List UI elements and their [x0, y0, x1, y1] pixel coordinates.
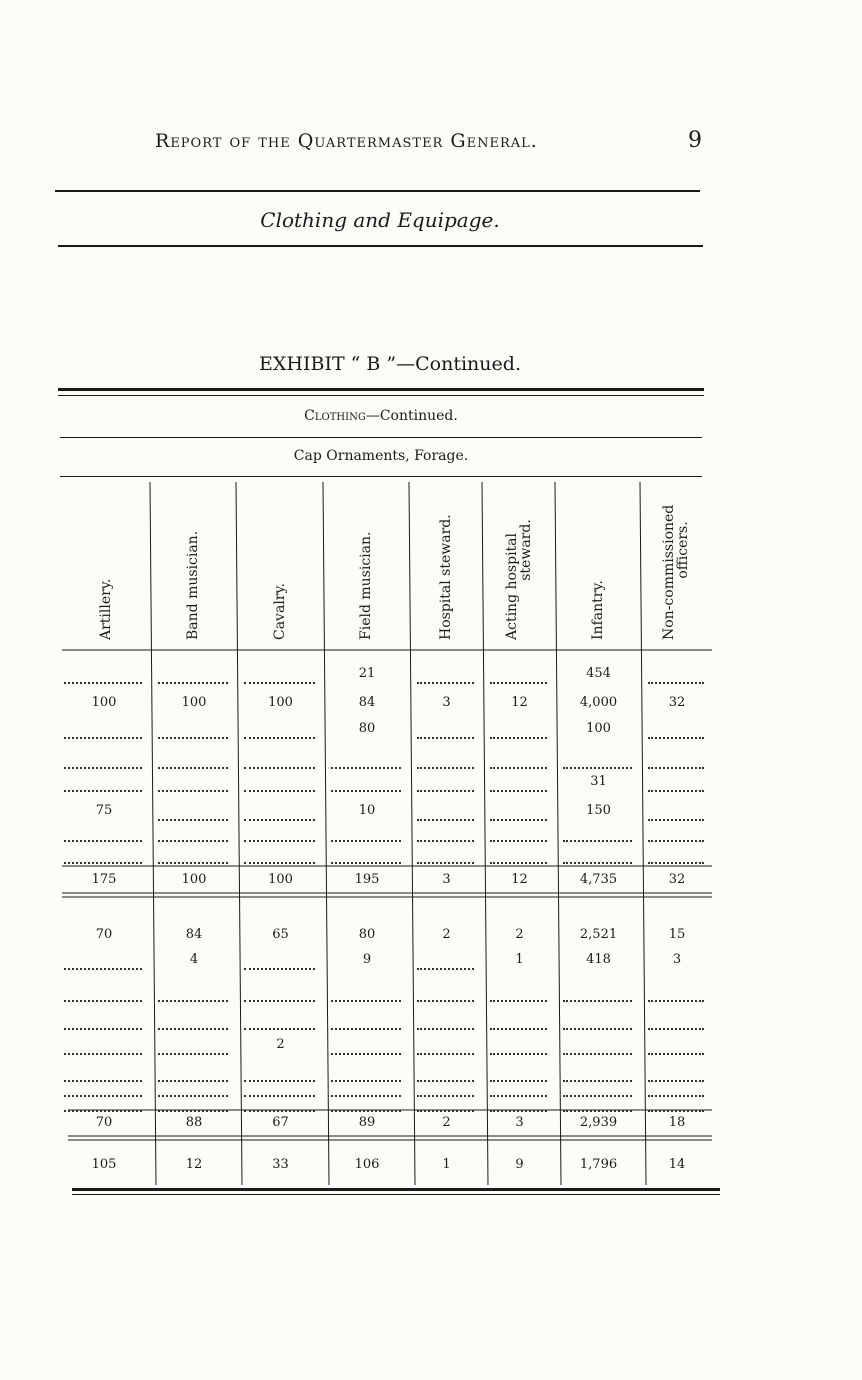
subhead-clothing-suffix: —Continued.	[365, 408, 458, 424]
total-cell: 3	[442, 872, 451, 887]
leader-dots	[158, 737, 228, 739]
leader-dots	[563, 1053, 632, 1055]
table-cell: 2,521	[579, 927, 618, 942]
leader-dots	[64, 790, 142, 792]
total-cell: 4,735	[579, 872, 618, 887]
running-head-rest: eneral.	[466, 130, 538, 152]
leader-dots	[490, 790, 547, 792]
leader-dots	[331, 1095, 401, 1097]
leader-dots	[331, 790, 401, 792]
leader-dots	[64, 737, 142, 739]
leader-dots	[648, 1110, 704, 1112]
leader-dots	[490, 737, 547, 739]
leader-dots	[244, 1028, 315, 1030]
running-head-rest: uartermaster	[314, 130, 444, 152]
leader-dots	[244, 767, 315, 769]
leader-dots	[490, 862, 547, 864]
total-cell: 175	[91, 872, 117, 887]
table-cell: 100	[91, 695, 117, 710]
leader-dots	[648, 767, 704, 769]
running-head-initial: Q	[297, 130, 315, 152]
leader-dots	[490, 1028, 547, 1030]
leader-dots	[64, 1028, 142, 1030]
leader-dots	[648, 819, 704, 821]
leader-dots	[563, 1000, 632, 1002]
column-heading	[438, 460, 454, 640]
table-cell: 80	[358, 927, 376, 942]
table-cell: 75	[95, 803, 113, 818]
running-head-rest: the	[258, 130, 291, 152]
leader-dots	[490, 1095, 547, 1097]
running-head-rest: of	[229, 130, 252, 152]
total-cell: 70	[95, 1115, 113, 1130]
table-cell: 21	[358, 666, 376, 681]
balance-cell: 12	[185, 1157, 203, 1172]
table-cell: 454	[586, 666, 611, 681]
balance-cell: 1,796	[579, 1157, 618, 1172]
column-heading-line: Cavalry.	[271, 583, 288, 640]
column-heading-line: Non-commissioned	[661, 504, 677, 640]
leader-dots	[64, 767, 142, 769]
leader-dots	[490, 767, 547, 769]
total-cell: 12	[511, 872, 528, 887]
leader-dots	[648, 1053, 704, 1055]
leader-dots	[648, 737, 704, 739]
table-cell: 10	[358, 803, 376, 818]
leader-dots	[331, 767, 401, 769]
column-separator	[236, 482, 242, 1185]
leader-dots	[417, 1053, 474, 1055]
table-cell: 9	[362, 952, 372, 967]
leader-dots	[563, 1110, 632, 1112]
leader-dots	[64, 968, 142, 970]
column-heading	[272, 460, 288, 640]
column-heading-line: Band musician.	[185, 530, 201, 640]
leader-dots	[331, 840, 401, 842]
column-separator	[555, 482, 561, 1185]
leader-dots	[563, 1080, 632, 1082]
table-cell: 32	[668, 695, 686, 710]
total-cell: 67	[272, 1115, 289, 1130]
leader-dots	[64, 682, 142, 684]
leader-dots	[244, 840, 315, 842]
leader-dots	[417, 1110, 474, 1112]
column-heading	[590, 460, 606, 640]
leader-dots	[244, 1000, 315, 1002]
table-cell: 12	[511, 695, 528, 710]
column-heading	[98, 460, 114, 640]
subhead-cap-ornaments: Cap Ornaments, Forage.	[293, 448, 469, 464]
leader-dots	[331, 1000, 401, 1002]
leader-dots	[244, 968, 315, 970]
section-title: Clothing and Equipage.	[260, 208, 500, 232]
leader-dots	[158, 1095, 228, 1097]
total-cell: 195	[354, 872, 380, 887]
balance-cell: 1	[442, 1157, 451, 1172]
leader-dots	[563, 840, 632, 842]
leader-dots	[417, 790, 474, 792]
table-cell: 80	[358, 721, 376, 736]
leader-dots	[64, 1053, 142, 1055]
table-cell: 84	[358, 695, 376, 710]
leader-dots	[158, 819, 228, 821]
leader-dots	[417, 767, 474, 769]
leader-dots	[244, 1110, 315, 1112]
leader-dots	[417, 682, 474, 684]
leader-dots	[417, 1080, 474, 1082]
leader-dots	[158, 1000, 228, 1002]
leader-dots	[417, 1000, 474, 1002]
table-bottom-rule-thin	[72, 1194, 720, 1195]
column-heading-line: Field musician.	[358, 531, 374, 640]
column-separator	[640, 482, 646, 1185]
total-cell: 100	[268, 872, 293, 887]
column-separator	[323, 482, 329, 1185]
leader-dots	[64, 1095, 142, 1097]
leader-dots	[158, 1110, 228, 1112]
column-heading	[358, 460, 374, 640]
leader-dots	[331, 862, 401, 864]
balance-cell: 106	[354, 1157, 380, 1172]
leader-dots	[64, 1110, 142, 1112]
column-heading-line: Artillery.	[98, 578, 114, 640]
leader-dots	[158, 790, 228, 792]
running-head-initial: R	[155, 130, 171, 152]
leader-dots	[648, 1028, 704, 1030]
table-cell: 100	[586, 721, 611, 736]
leader-dots	[331, 1028, 401, 1030]
leader-dots	[244, 682, 315, 684]
leader-dots	[417, 1028, 474, 1030]
leader-dots	[331, 1080, 401, 1082]
leader-dots	[417, 1095, 474, 1097]
balance-cell: 105	[91, 1157, 117, 1172]
leader-dots	[417, 819, 474, 821]
leader-dots	[490, 682, 547, 684]
leader-dots	[417, 968, 474, 970]
total-cell: 2,939	[579, 1115, 618, 1130]
leader-dots	[331, 1110, 401, 1112]
leader-dots	[648, 840, 704, 842]
balance-cell: 9	[515, 1157, 524, 1172]
table-cell: 3	[672, 952, 682, 967]
table-cell: 15	[668, 927, 686, 942]
leader-dots	[244, 1080, 315, 1082]
column-heading	[185, 460, 201, 640]
table-cell: 65	[272, 927, 289, 942]
exhibit-title: EXHIBIT “ B ”—Continued.	[259, 353, 521, 375]
leader-dots	[648, 1080, 704, 1082]
leader-dots	[158, 682, 228, 684]
leader-dots	[648, 1095, 704, 1097]
leader-dots	[158, 1053, 228, 1055]
leader-dots	[648, 682, 704, 684]
column-heading	[504, 460, 534, 640]
leader-dots	[244, 862, 315, 864]
column-separator	[409, 482, 415, 1185]
column-heading-line: Acting hospital	[503, 532, 520, 640]
total-cell: 32	[668, 872, 686, 887]
leader-dots	[648, 790, 704, 792]
leader-dots	[158, 1028, 228, 1030]
running-head-initial: G	[450, 130, 467, 152]
leader-dots	[648, 1000, 704, 1002]
table-cell: 100	[181, 695, 207, 710]
total-cell: 2	[442, 1115, 451, 1130]
leader-dots	[490, 1110, 547, 1112]
leader-dots	[64, 840, 142, 842]
leader-dots	[563, 1028, 632, 1030]
table-cell: 3	[442, 695, 451, 710]
leader-dots	[64, 1080, 142, 1082]
leader-dots	[158, 1080, 228, 1082]
leader-dots	[64, 1000, 142, 1002]
leader-dots	[244, 790, 315, 792]
table-cell: 150	[586, 803, 611, 818]
table-cell: 418	[586, 952, 611, 967]
total-cell: 3	[515, 1115, 524, 1130]
balance-cell: 33	[272, 1157, 289, 1172]
leader-dots	[158, 862, 228, 864]
column-heading	[661, 460, 691, 640]
leader-dots	[244, 737, 315, 739]
table-cell: 100	[268, 695, 293, 710]
leader-dots	[490, 840, 547, 842]
leader-dots	[158, 767, 228, 769]
leader-dots	[244, 1095, 315, 1097]
total-cell: 89	[358, 1115, 376, 1130]
column-heading-line: steward.	[517, 519, 534, 581]
page-number: 9	[688, 128, 702, 153]
leader-dots	[490, 1080, 547, 1082]
table-cell: 2	[442, 927, 451, 942]
table-cell: 1	[515, 952, 524, 967]
column-separator	[482, 482, 488, 1185]
leader-dots	[417, 840, 474, 842]
table-cell: 70	[95, 927, 113, 942]
leader-dots	[490, 1000, 547, 1002]
total-cell: 100	[181, 872, 207, 887]
leader-dots	[563, 862, 632, 864]
leader-dots	[490, 1053, 547, 1055]
total-cell: 88	[185, 1115, 203, 1130]
leader-dots	[490, 819, 547, 821]
leader-dots	[64, 862, 142, 864]
column-heading-line: officers.	[675, 521, 691, 579]
leader-dots	[563, 767, 632, 769]
leader-dots	[417, 737, 474, 739]
table-cell: 31	[590, 774, 607, 789]
table-cell: 2	[276, 1037, 285, 1052]
table-cell: 4	[189, 952, 199, 967]
total-cell: 18	[668, 1115, 686, 1130]
leader-dots	[648, 862, 704, 864]
leader-dots	[563, 1095, 632, 1097]
table-cell: 4,000	[579, 695, 618, 710]
column-separator	[150, 482, 156, 1185]
column-heading-line: Hospital steward.	[437, 514, 454, 640]
column-heading-line: Infantry.	[589, 580, 606, 640]
balance-cell: 14	[668, 1157, 686, 1172]
leader-dots	[244, 819, 315, 821]
running-head-rest: eport	[170, 130, 223, 152]
leader-dots	[331, 1053, 401, 1055]
table-bottom-rule-thick	[72, 1188, 720, 1191]
table-cell: 2	[515, 927, 524, 942]
leader-dots	[417, 862, 474, 864]
table-cell: 84	[185, 927, 203, 942]
subhead-clothing-label: Clothing	[304, 408, 366, 424]
leader-dots	[158, 840, 228, 842]
